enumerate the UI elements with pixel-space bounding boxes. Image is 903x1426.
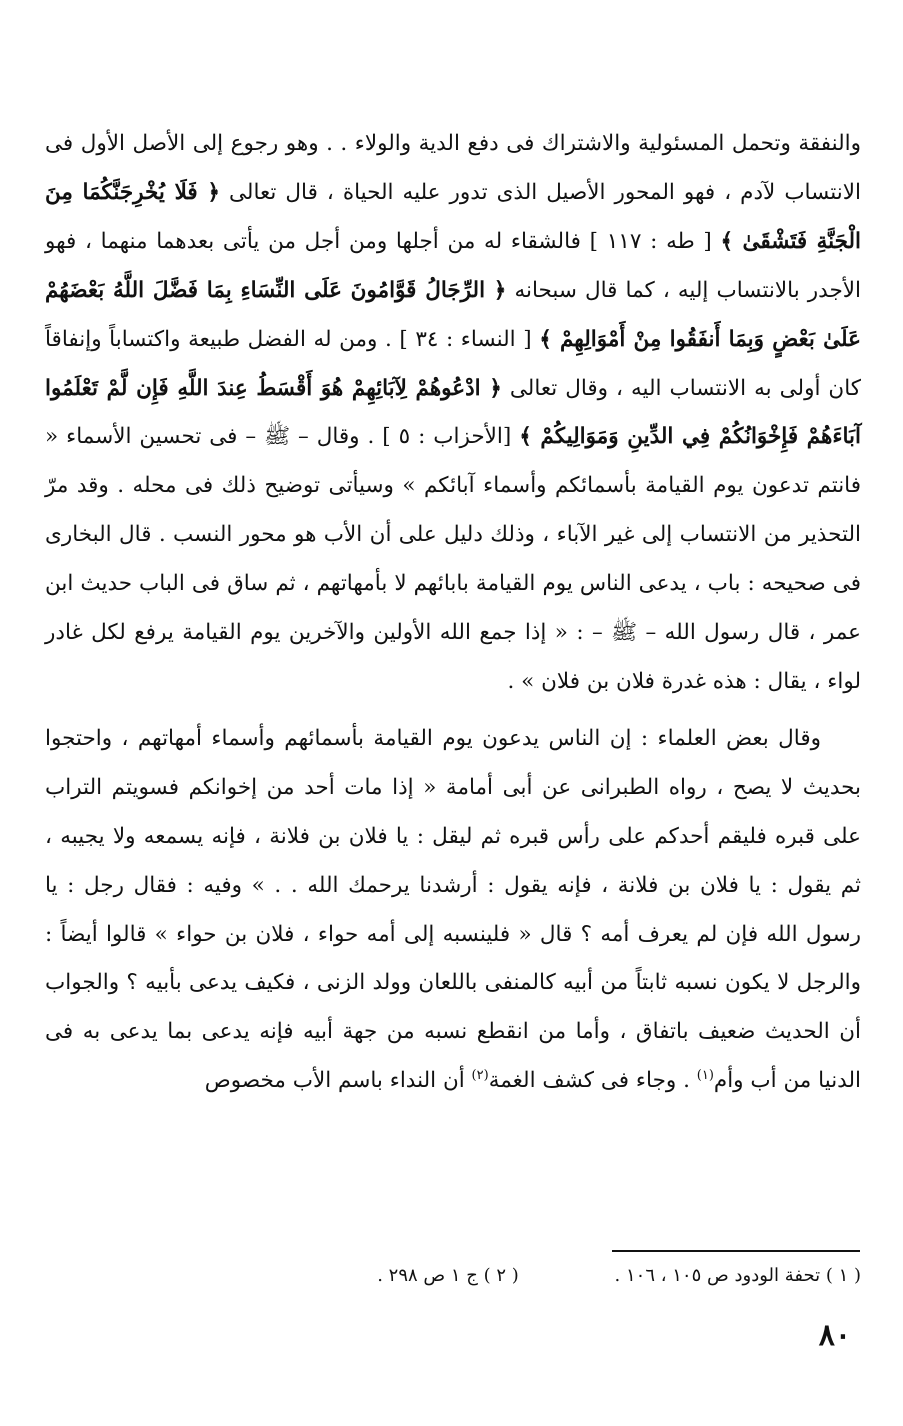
text-line: الأسماء « فانتم تدعون يوم القيامة بأسمائكم وأسماء آبائكم » وسيأتى توضيح <box>45 424 862 499</box>
text-line: أرشدنا يرحمك الله . . » وفيه : فقال رجل : يا رسول الله فإن لم يعرف أمه ؟ قال <box>45 872 861 947</box>
text-line: [الأحزاب : ٥ ] . وقال – ﷺ – فى تحسين <box>139 424 520 450</box>
text-line: [ النساء : ٣٤ ] . ومن له الفضل طبيعة واكتساباً وإنفاقاً كان أولى به <box>45 326 861 401</box>
text-line: الدنيا من أب وأم <box>713 1068 861 1094</box>
text-line: أمهاتهم ، واحتجوا بحديث لا يصح ، رواه الطبرانى عن أبى أمامة « إذا مات أحد <box>45 725 861 800</box>
footnote-1: ( ١ ) تحفة الودود ص ١٠٥ ، ١٠٦ . <box>614 1265 861 1286</box>
text-line: ﷺ – : « إذا جمع الله الأولين والآخرين يوم القيامة يرفع لكل غادر لواء ، يقال : <box>45 620 861 694</box>
text-line: هذه غدرة فلان بن فلان » . <box>507 668 747 694</box>
footnote-2: ( ٢ ) ج ١ ص ٢٩٨ . <box>377 1265 519 1286</box>
text-line: الانتساب اليه ، وقال تعالى <box>501 375 747 401</box>
quran-verse: ﴿ ادْعُوهُمْ لِآبَائِهِمْ هُوَ أَقْسَطُ عِندَ اللَّهِ فَإِن لَّمْ تَعْلَمُوا آبَاءَهُمْ فَإِخْوَانُكُمْ فِي الدِّينِ وَمَوَالِيكُمْ ﴾ <box>45 375 862 450</box>
text-line: أن النداء باسم الأب مخصوص <box>204 1068 472 1094</box>
text-line: القيامة بابائهم لا بأمهاتهم ، ثم ساق فى الباب حديث ابن عمر ، قال رسول الله – <box>45 571 861 646</box>
text-line: ضعيف باتفاق ، وأما من انقطع نسبه من جهة أبيه فإنه يدعى بما يدعى به فى <box>45 1019 756 1045</box>
text-line: وقال بعض العلماء : إن الناس يدعون يوم القيامة بأسمائهم وأسماء <box>211 725 822 751</box>
quran-verse: ﴿ فَلَا يُخْرِجَنَّكُمَا مِنَ الْجَنَّةِ فَتَشْقَىٰ ﴾ <box>45 179 861 254</box>
text-line: « فلينسبه إلى أمه حواء ، فلان بن حواء » قالوا أيضاً : والرجل لا يكون نسبه ثابتاً <box>45 921 862 996</box>
text-line: والنفقة وتحمل المسئولية والاشتراك فى دفع الدية والولاء . . وهو رجوع إلى الأصل <box>132 131 861 156</box>
text-line: . وجاء فى كشف الغمة <box>488 1068 697 1094</box>
quran-verse: ﴿ الرِّجَالُ قَوَّامُونَ عَلَى النِّسَاءِ بِمَا فَضَّلَ اللَّهُ بَعْضَهُمْ عَلَىٰ بَعْضٍ وَبِمَا أَنفَقُوا مِنْ أَمْوَالِهِمْ ﴾ <box>45 277 861 352</box>
main-text <box>45 120 861 1106</box>
paragraph-2 <box>45 715 861 1106</box>
text-line: أجل من يأتى بعدهما منهما ، فهو الأجدر بالانتساب إليه ، كما قال سبحانه <box>45 228 861 303</box>
footnote-ref-1: (١) <box>696 1068 714 1084</box>
text-line: يا فلان بن فلانة ، فإنه يسمعه ولا يجيبه ، ثم يقول : يا فلان بن فلانة ، فإنه يقول : <box>45 823 861 898</box>
footnotes <box>200 1263 861 1289</box>
text-line: ذلك فى محله . وقد مرّ التحذير من الانتساب إلى غير الآباء ، وذلك دليل على أن <box>45 473 861 548</box>
footnote-ref-2: (٢) <box>471 1068 489 1084</box>
text-line: من إخوانكم فسويتم التراب على قبره فليقم أحدكم على رأس قبره ثم ليقل : <box>45 774 861 849</box>
page-number: ٨٠ <box>818 1318 851 1353</box>
text-line: من أبيه كالمنفى باللعان وولد الزنى ، فكيف يدعى بأبيه ؟ والجواب أن الحديث <box>45 970 861 1045</box>
text-line: الأب هو محور النسب . قال البخارى فى صحيحه : باب ، يدعى الناس يوم <box>45 522 861 597</box>
footnote-divider <box>612 1250 860 1252</box>
paragraph-1 <box>45 120 861 707</box>
text-line: الأول فى الانتساب لآدم ، فهو المحور الأصيل الذى تدور عليه الحياة ، قال تعالى <box>45 131 861 205</box>
text-line: [ طه : ١١٧ ] فالشقاء له من أجلها ومن <box>348 228 721 254</box>
